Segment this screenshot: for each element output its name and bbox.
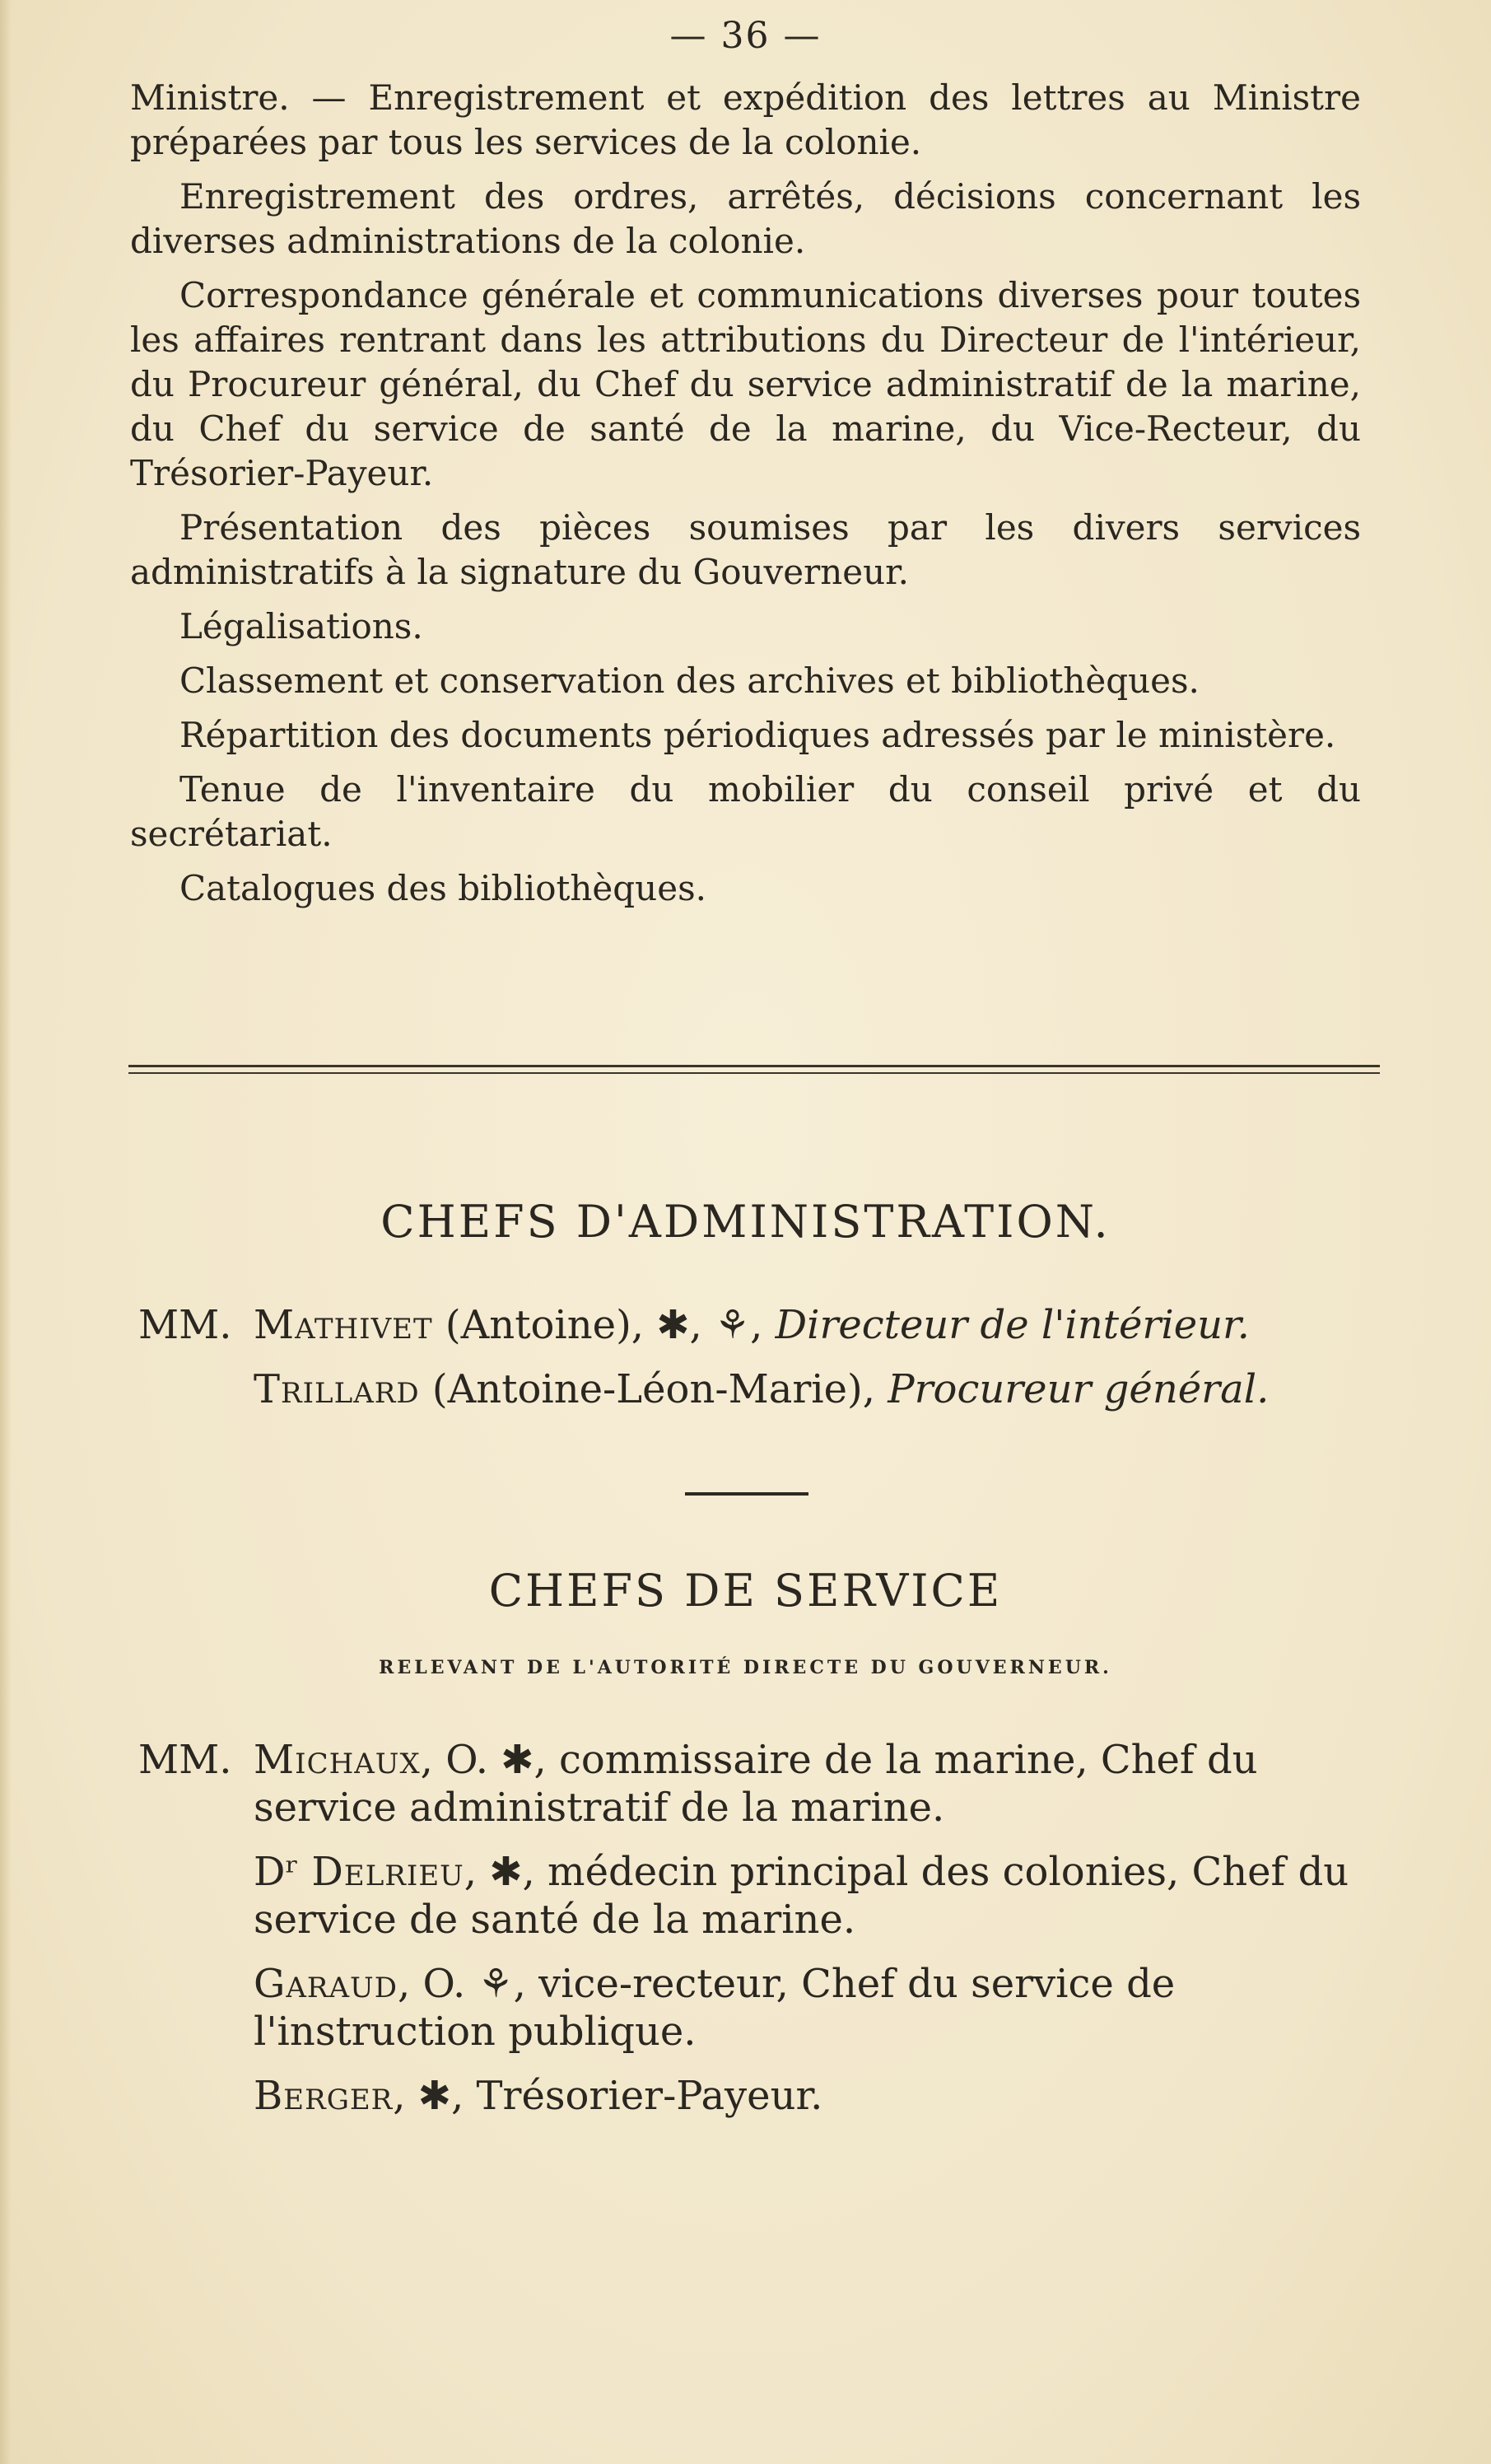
service-entry bbox=[138, 1736, 1357, 1832]
paragraph: Classement et conservation des archives et bibliothèques. bbox=[179, 660, 1200, 701]
paragraph: Tenue de l'inventaire du mobilier du conseil privé et du secrétariat. bbox=[130, 769, 1361, 854]
person-name: Berger bbox=[254, 2073, 394, 2119]
service-entries bbox=[138, 1736, 1357, 2136]
person-details: (Antoine-Léon-Marie), bbox=[419, 1366, 888, 1412]
service-entry bbox=[138, 2072, 1357, 2120]
section-title-chefs-administration: CHEFS D'ADMINISTRATION. bbox=[380, 1196, 1111, 1248]
person-details: , O. ✱, commissaire de la marine, Chef du service administratif de la marine. bbox=[254, 1737, 1258, 1831]
page-number: — 36 — bbox=[669, 15, 822, 57]
admin-entry bbox=[138, 1301, 1357, 1349]
person-name: Trillard bbox=[254, 1366, 420, 1412]
mm-prefix: MM. bbox=[138, 1737, 232, 1783]
person-details: , ✱, médecin principal des colonies, Chef du service de santé de la marine. bbox=[254, 1849, 1349, 1943]
person-details: (Antoine), ✱, ⚘, bbox=[432, 1302, 776, 1348]
paragraph: Correspondance générale et communications diverses pour toutes les affaires rentrant dans les attributions du Directeur de l'intérieur, du Procureur général, du Chef du service administratif de la marine, du Chef du service de santé de la marine, du Vice-Recteur, du Trésorier-Payeur. bbox=[130, 275, 1361, 493]
person-name: Mathivet bbox=[254, 1302, 433, 1348]
short-rule-divider bbox=[685, 1492, 808, 1496]
person-details: , O. ⚘, vice-recteur, Chef du service de l'instruction publique. bbox=[254, 1961, 1176, 2055]
person-role: Directeur de l'intérieur. bbox=[775, 1302, 1250, 1348]
paragraph: Enregistrement des ordres, arrêtés, décisions concernant les diverses administrations de la colonie. bbox=[130, 176, 1361, 261]
title-prefix: Dʳ bbox=[254, 1849, 312, 1895]
paragraph: Répartition des documents périodiques adressés par le ministère. bbox=[179, 715, 1336, 755]
person-name: Delrieu bbox=[311, 1849, 464, 1895]
paragraph: Présentation des pièces soumises par les divers services administratifs à la signature du Gouverneur. bbox=[130, 507, 1361, 592]
admin-entry bbox=[138, 1365, 1357, 1413]
person-details: , ✱, Trésorier-Payeur. bbox=[393, 2073, 823, 2119]
paragraph: Ministre. — Enregistrement et expédition des lettres au Ministre préparées par tous les services de la colonie. bbox=[130, 77, 1361, 162]
secretariat-duties-text bbox=[130, 76, 1361, 921]
mm-prefix: MM. bbox=[138, 1302, 232, 1348]
administration-entries bbox=[138, 1301, 1357, 1430]
person-name: Garaud bbox=[254, 1961, 398, 2007]
service-entry bbox=[138, 1960, 1357, 2056]
double-rule-divider bbox=[128, 1065, 1380, 1076]
paragraph: Légalisations. bbox=[179, 606, 423, 646]
section-subtitle: RELEVANT DE L'AUTORITÉ DIRECTE DU GOUVERNEUR. bbox=[379, 1657, 1112, 1678]
person-name: Michaux bbox=[254, 1737, 421, 1783]
person-role: Procureur général. bbox=[888, 1366, 1270, 1412]
section-title-chefs-service: CHEFS DE SERVICE bbox=[488, 1565, 1003, 1617]
paragraph: Catalogues des bibliothèques. bbox=[179, 868, 706, 908]
service-entry bbox=[138, 1848, 1357, 1944]
